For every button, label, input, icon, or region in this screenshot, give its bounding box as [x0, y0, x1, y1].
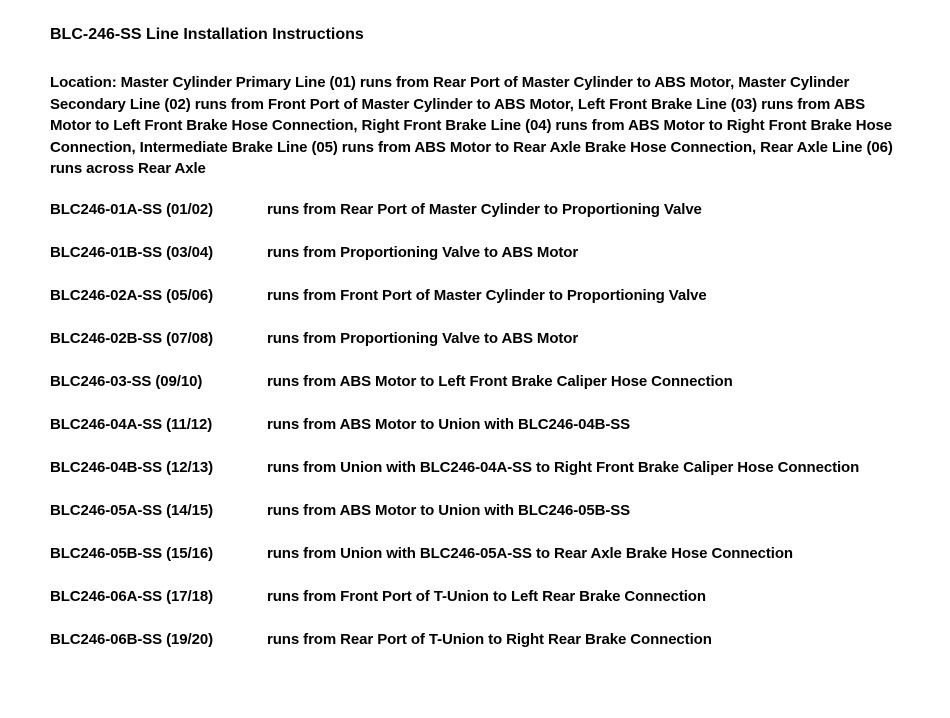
- part-number: BLC246-05A-SS (14/15): [50, 501, 213, 519]
- line-list: [50, 201, 900, 674]
- part-number: BLC246-06B-SS (19/20): [50, 630, 213, 648]
- line-row: [50, 330, 900, 373]
- line-description: runs from Proportioning Valve to ABS Motor: [267, 243, 579, 261]
- part-number: BLC246-05B-SS (15/16): [50, 544, 213, 562]
- part-number: BLC246-01B-SS (03/04): [50, 243, 213, 261]
- line-description: runs from ABS Motor to Union with BLC246-05B-SS: [267, 501, 631, 519]
- line-description: runs from Front Port of T-Union to Left Rear Brake Connection: [267, 587, 706, 605]
- line-description: runs from Union with BLC246-04A-SS to Right Front Brake Caliper Hose Connection: [267, 458, 860, 476]
- page-title: BLC-246-SS Line Installation Instructions: [50, 26, 364, 43]
- part-number: BLC246-03-SS (09/10): [50, 372, 203, 390]
- line-row: [50, 201, 900, 244]
- line-description: runs from Union with BLC246-05A-SS to Rear Axle Brake Hose Connection: [267, 544, 793, 562]
- line-description: runs from Proportioning Valve to ABS Motor: [267, 329, 579, 347]
- location-paragraph: Location: Master Cylinder Primary Line (01) runs from Rear Port of Master Cylinder to ABS Motor, Master Cylinder Secondary Line (02) runs from Front Port of Master Cylinder to ABS Motor, Left Front Brake Line (03) runs from ABS Motor to Left Front Brake Hose Connection, Right Front Brake Line (04) runs from ABS Motor to Right Front Brake Hose Connection, Intermediate Brake Line (05) runs from ABS Motor to Rear Axle Brake Hose Connection, Rear Axle Line (06) runs across Rear Axle: [50, 74, 893, 177]
- line-description: runs from ABS Motor to Union with BLC246-04B-SS: [267, 415, 631, 433]
- line-row: [50, 287, 900, 330]
- line-row: [50, 545, 900, 588]
- part-number: BLC246-01A-SS (01/02): [50, 200, 213, 218]
- line-row: [50, 588, 900, 631]
- line-description: runs from Front Port of Master Cylinder to Proportioning Valve: [267, 286, 707, 304]
- line-description: runs from Rear Port of T-Union to Right Rear Brake Connection: [267, 630, 712, 648]
- line-description: runs from Rear Port of Master Cylinder to Proportioning Valve: [267, 200, 702, 218]
- part-number: BLC246-02B-SS (07/08): [50, 329, 213, 347]
- line-row: [50, 244, 900, 287]
- line-row: [50, 459, 900, 502]
- line-row: [50, 416, 900, 459]
- part-number: BLC246-02A-SS (05/06): [50, 286, 213, 304]
- line-row: [50, 631, 900, 674]
- part-number: BLC246-04B-SS (12/13): [50, 458, 213, 476]
- part-number: BLC246-04A-SS (11/12): [50, 415, 213, 433]
- line-description: runs from ABS Motor to Left Front Brake Caliper Hose Connection: [267, 372, 733, 390]
- part-number: BLC246-06A-SS (17/18): [50, 587, 213, 605]
- line-row: [50, 502, 900, 545]
- line-row: [50, 373, 900, 416]
